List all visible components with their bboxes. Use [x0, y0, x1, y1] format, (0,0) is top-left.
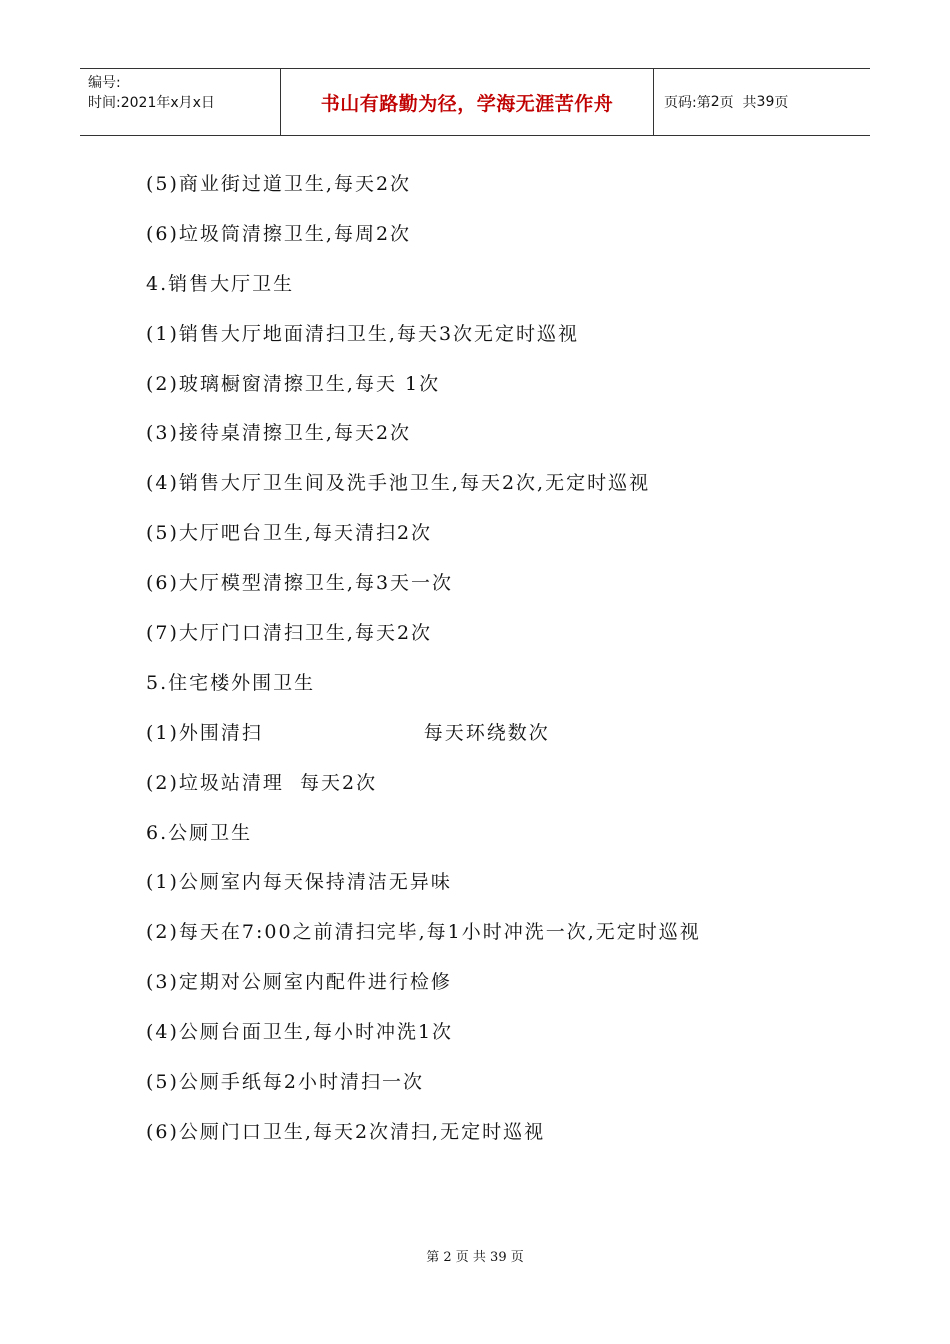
document-body	[146, 168, 866, 1166]
section-heading: 6.公厕卫生	[146, 821, 253, 844]
body-line: (3)接待桌清擦卫生,每天2次	[146, 422, 412, 445]
body-line: (4)公厕台面卫生,每小时冲洗1次	[146, 1021, 454, 1044]
body-line: (1)销售大厅地面清扫卫生,每天3次无定时巡视	[146, 322, 580, 345]
page-header	[80, 68, 870, 136]
page-current: 2	[710, 94, 720, 110]
body-line: (5)公厕手纸每2小时清扫一次	[146, 1071, 425, 1094]
body-line: (4)销售大厅卫生间及洗手池卫生,每天2次,无定时巡视	[146, 472, 651, 495]
header-page-info	[654, 69, 870, 135]
body-line: (1)公厕室内每天保持清洁无异味	[146, 871, 452, 894]
page-label-mid: 页 共	[719, 95, 757, 111]
body-line: (5)大厅吧台卫生,每天清扫2次	[146, 522, 433, 545]
body-line: (6)公厕门口卫生,每天2次清扫,无定时巡视	[146, 1120, 546, 1143]
body-line: (6)垃圾筒清擦卫生,每周2次	[146, 222, 412, 245]
document-number-label: 编号:	[88, 75, 121, 91]
section-heading: 5.住宅楼外围卫生	[146, 671, 316, 694]
body-line: (2)垃圾站清理 每天2次	[146, 771, 378, 794]
page-total: 39	[756, 94, 775, 110]
page-footer: 第 2 页 共 39 页	[426, 1250, 524, 1265]
page-label-suffix: 页	[774, 95, 789, 111]
body-line: (6)大厅模型清擦卫生,每3天一次	[146, 572, 454, 595]
section-heading: 4.销售大厅卫生	[146, 272, 295, 295]
body-line: (2)每天在7:00之前清扫完毕,每1小时冲洗一次,无定时巡视	[146, 921, 701, 944]
body-line: (1)外围清扫 每天环绕数次	[146, 721, 550, 744]
document-time-label: 时间:2021年x月x日	[88, 95, 215, 111]
header-meta	[80, 69, 281, 135]
page-label-prefix: 页码:第	[664, 95, 711, 111]
body-line: (5)商业街过道卫生,每天2次	[146, 173, 412, 195]
body-line: (2)玻璃橱窗清擦卫生,每天 1次	[146, 372, 441, 395]
header-motto: 书山有路勤为径，学海无涯苦作舟	[281, 69, 654, 135]
body-line: (7)大厅门口清扫卫生,每天2次	[146, 622, 433, 645]
body-line: (3)定期对公厕室内配件进行检修	[146, 971, 452, 994]
